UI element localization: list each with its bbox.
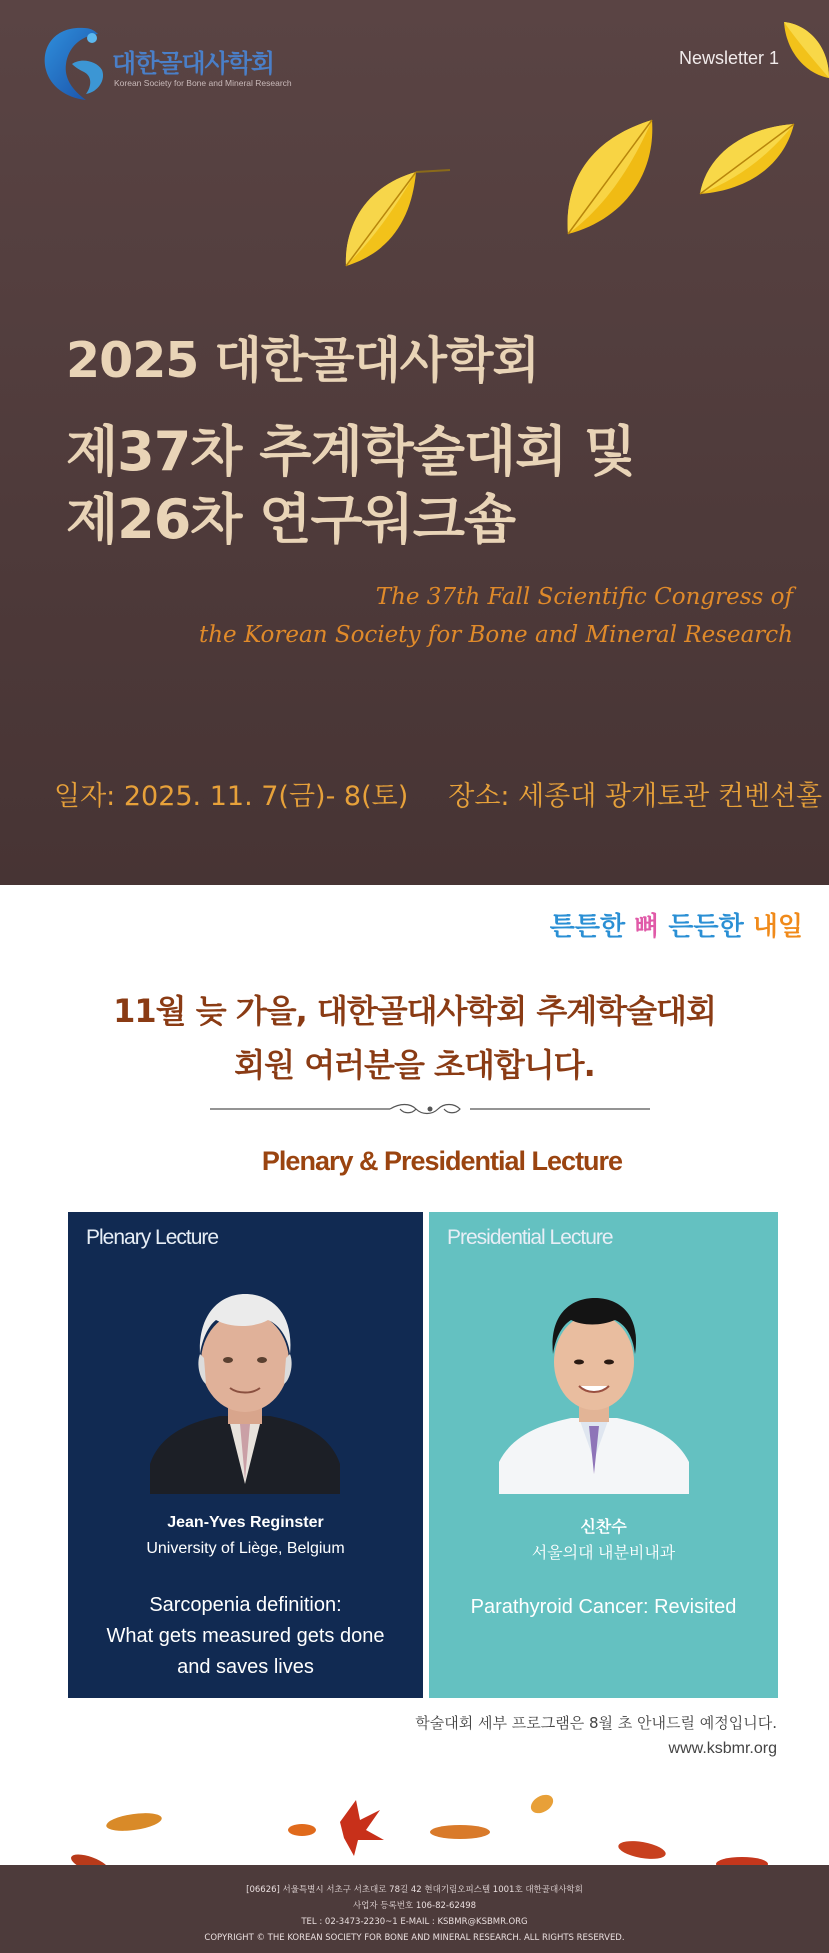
event-date: 일자: 2025. 11. 7(금)- 8(토) (54, 781, 409, 812)
lecture-section-title: Plenary & Presidential Lecture (261, 1146, 623, 1176)
slogan-part-4: 내일 (752, 912, 803, 942)
slogan-part-3: 든든한 (668, 912, 744, 942)
ornament-divider-icon (210, 1102, 650, 1116)
footer (0, 1865, 829, 1953)
society-logo[interactable] (36, 24, 296, 104)
leaf-icon (562, 116, 674, 242)
plenary-speaker-name: Jean-Yves Reginster (167, 1514, 324, 1531)
newsletter-issue-label: Newsletter 1 (678, 48, 779, 68)
plenary-lecture-card (68, 1212, 423, 1698)
english-title-line-2: the Korean Society for Bone and Mineral Research (199, 622, 793, 648)
website-link[interactable]: www.ksbmr.org (668, 1740, 777, 1757)
program-notice: 학술대회 세부 프로그램은 8월 초 안내드릴 예정입니다. (415, 1714, 777, 1732)
plenary-speaker-affiliation: University of Liège, Belgium (146, 1540, 345, 1557)
presidential-speaker-name: 신찬수 (580, 1519, 627, 1536)
presidential-speaker-photo (499, 1284, 689, 1494)
event-venue: 장소: 세종대 광개토관 컨벤션홀 (448, 781, 823, 812)
slogan-part-1: 튼튼한 (549, 912, 626, 942)
slogan-part-2: 뼈 (634, 912, 660, 942)
presidential-lecture-title (429, 1592, 778, 1623)
plenary-lecture-title-line-3: and saves lives (177, 1656, 314, 1678)
invitation-line-2: 회원 여러분을 초대합니다. (234, 1046, 595, 1084)
english-title-line-1: The 37th Fall Scientific Congress of (375, 584, 793, 610)
event-main-title (66, 418, 635, 554)
society-english-name: Korean Society for Bone and Mineral Research (114, 78, 292, 88)
event-title-line-workshop: 제26차 연구워크숍 (66, 488, 516, 551)
footer-address: [06626] 서울특별시 서초구 서초대로 78길 42 현대기림오피스텔 1001호 대한골대사학회 (246, 1885, 583, 1895)
footer-contact: TEL : 02-3473-2230~1 E-MAIL : KSBMR@KSBMR.ORG (301, 1917, 528, 1927)
plenary-lecture-title-line-2: What gets measured gets done (106, 1625, 385, 1647)
event-date-venue (54, 774, 823, 813)
leaf-icon (336, 166, 456, 276)
presidential-lecture-card (429, 1212, 778, 1698)
presidential-speaker-affiliation: 서울의대 내분비내과 (531, 1545, 676, 1562)
footer-copyright: COPYRIGHT © THE KOREAN SOCIETY FOR BONE AND MINERAL RESEARCH. ALL RIGHTS RESERVED. (204, 1933, 625, 1943)
event-title-line-congress: 제37차 추계학술대회 및 (66, 420, 636, 483)
campaign-slogan (550, 906, 803, 943)
hero-header (0, 0, 829, 885)
leaf-icon (696, 118, 806, 200)
event-year-title: 2025 대한골대사학회 (66, 332, 539, 389)
plenary-lecture-title-line-1: Sarcopenia definition: (149, 1594, 342, 1616)
plenary-lecture-title (68, 1590, 423, 1683)
logo-mark-icon (36, 24, 108, 104)
presidential-lecture-title-line-1: Parathyroid Cancer: Revisited (470, 1596, 737, 1618)
leaf-icon (776, 18, 829, 88)
footer-business-number: 사업자 등록번호 106-82-62498 (352, 1901, 477, 1911)
plenary-lecture-label: Plenary Lecture (86, 1226, 219, 1249)
invitation-line-1: 11월 늦 가을, 대한골대사학회 추계학술대회 (113, 992, 716, 1030)
leaf-icon (60, 1786, 780, 1872)
plenary-speaker-photo (150, 1284, 340, 1494)
presidential-lecture-label: Presidential Lecture (447, 1226, 613, 1249)
event-english-title (199, 578, 793, 654)
society-name: 대한골대사학회 (112, 49, 275, 78)
